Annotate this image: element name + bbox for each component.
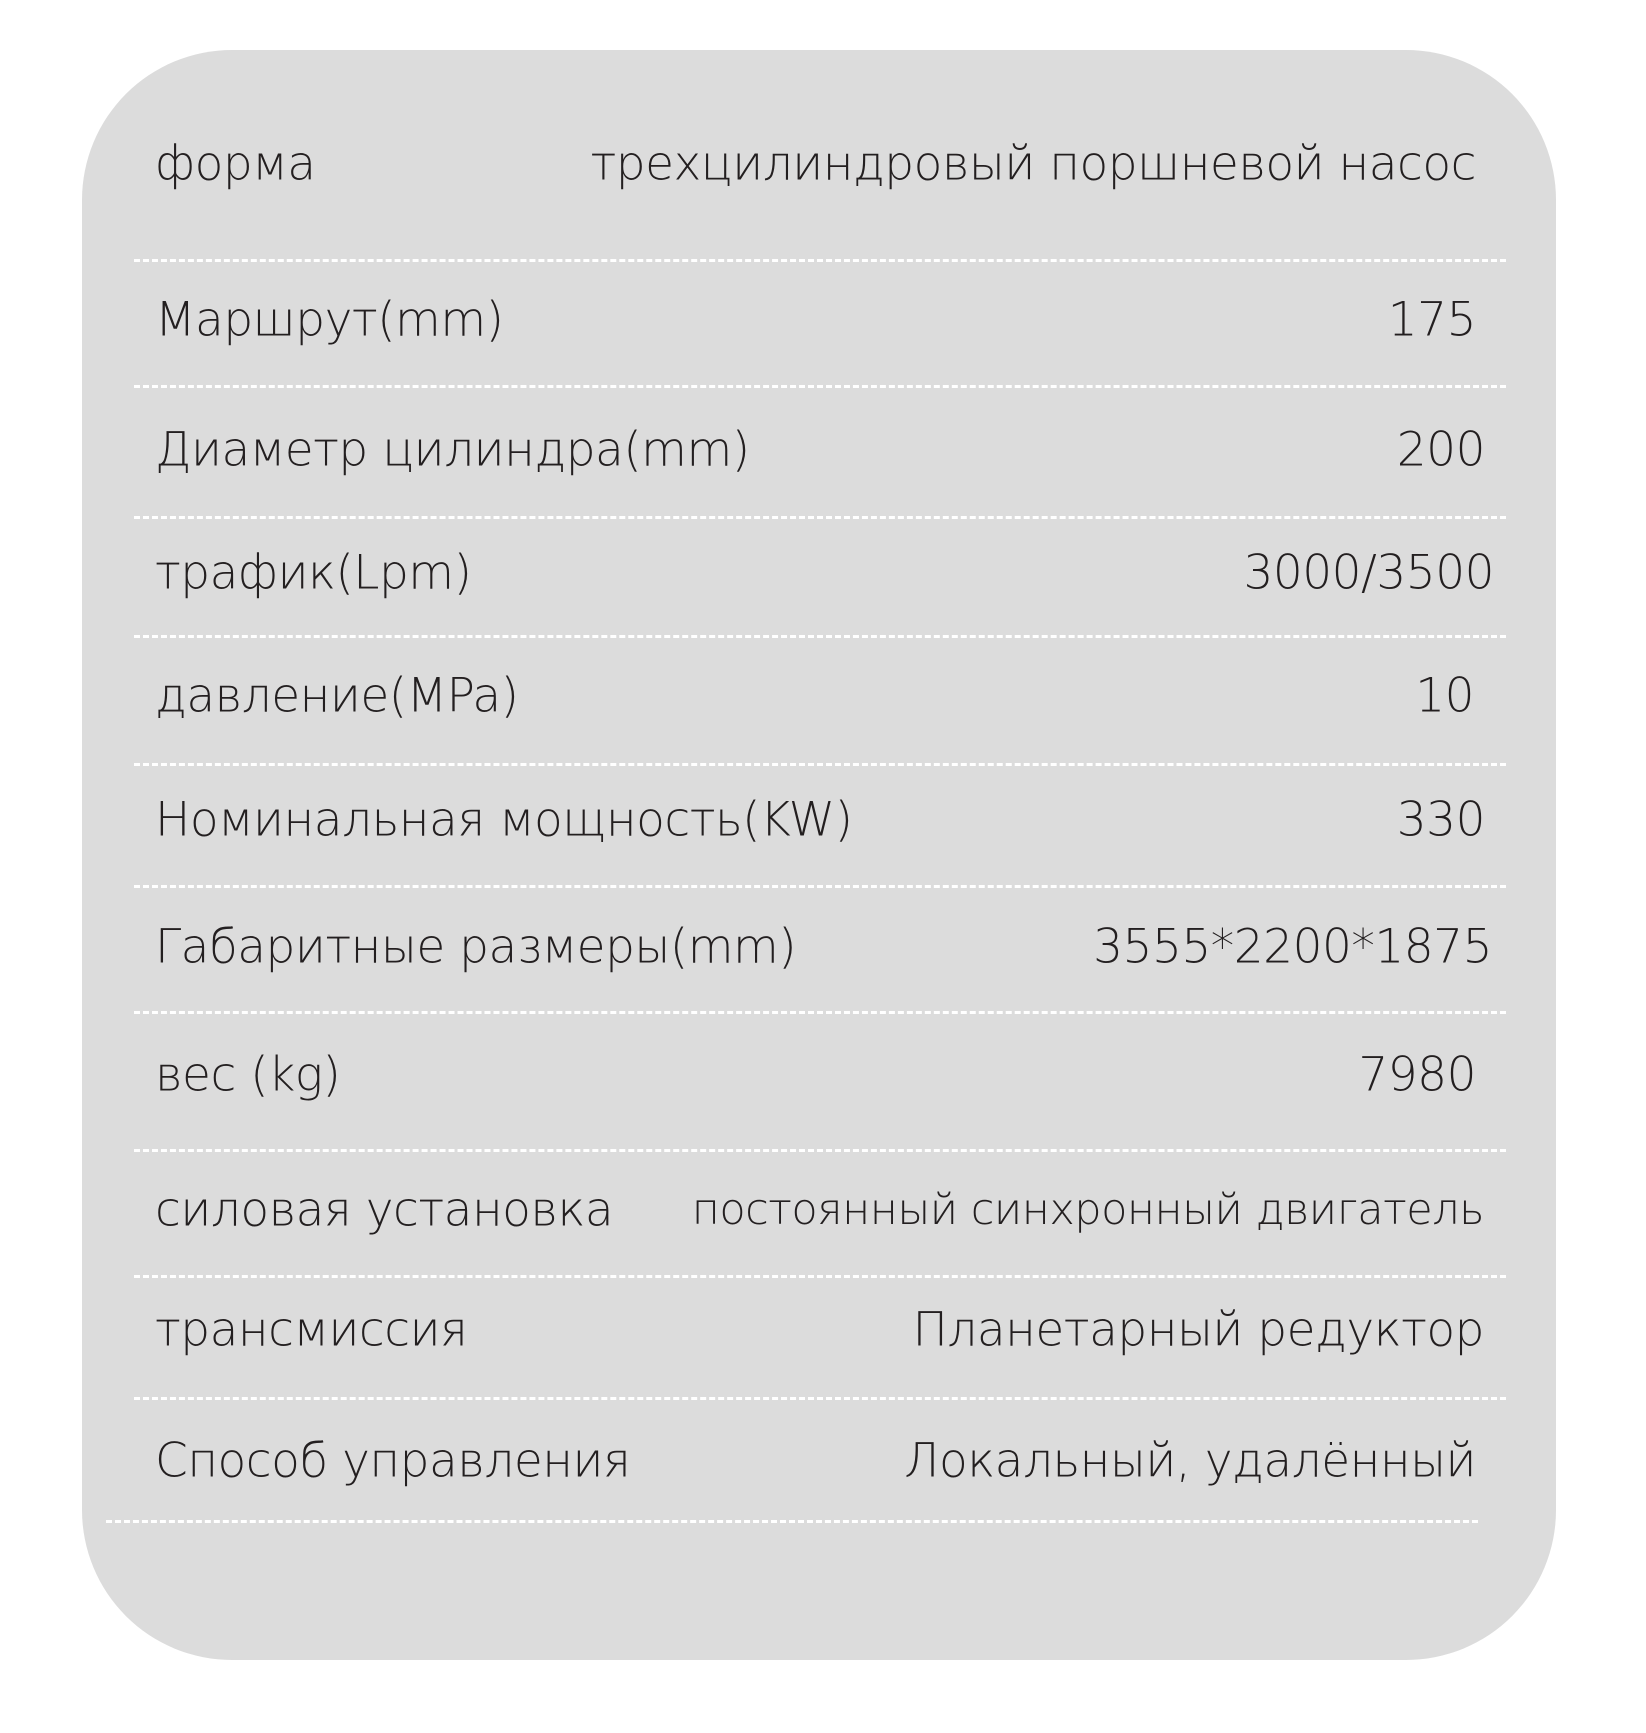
spec-value: Локальный, удалённый [904, 1433, 1476, 1489]
row-divider [134, 1011, 1506, 1014]
row-divider [134, 885, 1506, 888]
spec-label: трафик(Lpm) [155, 545, 472, 601]
spec-label: Номинальная мощность(KW) [155, 792, 853, 848]
spec-label: Маршрут(mm) [155, 292, 504, 348]
spec-value: 330 [1396, 792, 1485, 848]
spec-label: трансмиссия [155, 1302, 468, 1358]
row-divider [134, 1149, 1506, 1152]
spec-value: трехцилиндровый поршневой насос [590, 136, 1476, 192]
spec-value: 7980 [1358, 1047, 1476, 1103]
spec-label: форма [155, 136, 316, 192]
spec-label: силовая установка [155, 1182, 614, 1238]
row-divider [134, 763, 1506, 766]
spec-label: вес (kg) [155, 1047, 341, 1103]
spec-value: 3555*2200*1875 [1093, 919, 1492, 975]
spec-table [82, 50, 1556, 1660]
row-divider [134, 516, 1506, 519]
row-divider [134, 1275, 1506, 1278]
row-divider [134, 635, 1506, 638]
spec-label: Способ управления [155, 1433, 631, 1489]
row-divider [134, 385, 1506, 388]
spec-card [82, 50, 1556, 1660]
spec-label: Габаритные размеры(mm) [155, 919, 797, 975]
row-divider [106, 1520, 1478, 1523]
spec-value: постоянный синхронный двигатель [691, 1185, 1484, 1235]
spec-value: 200 [1396, 422, 1485, 478]
row-divider [134, 1397, 1506, 1400]
spec-label: Диаметр цилиндра(mm) [155, 422, 750, 478]
spec-value: 10 [1415, 668, 1474, 724]
spec-value: 3000/3500 [1243, 545, 1494, 601]
row-divider [134, 259, 1506, 262]
spec-value: Планетарный редуктор [912, 1302, 1484, 1358]
spec-label: давление(MPa) [155, 668, 519, 724]
spec-value: 175 [1387, 292, 1476, 348]
